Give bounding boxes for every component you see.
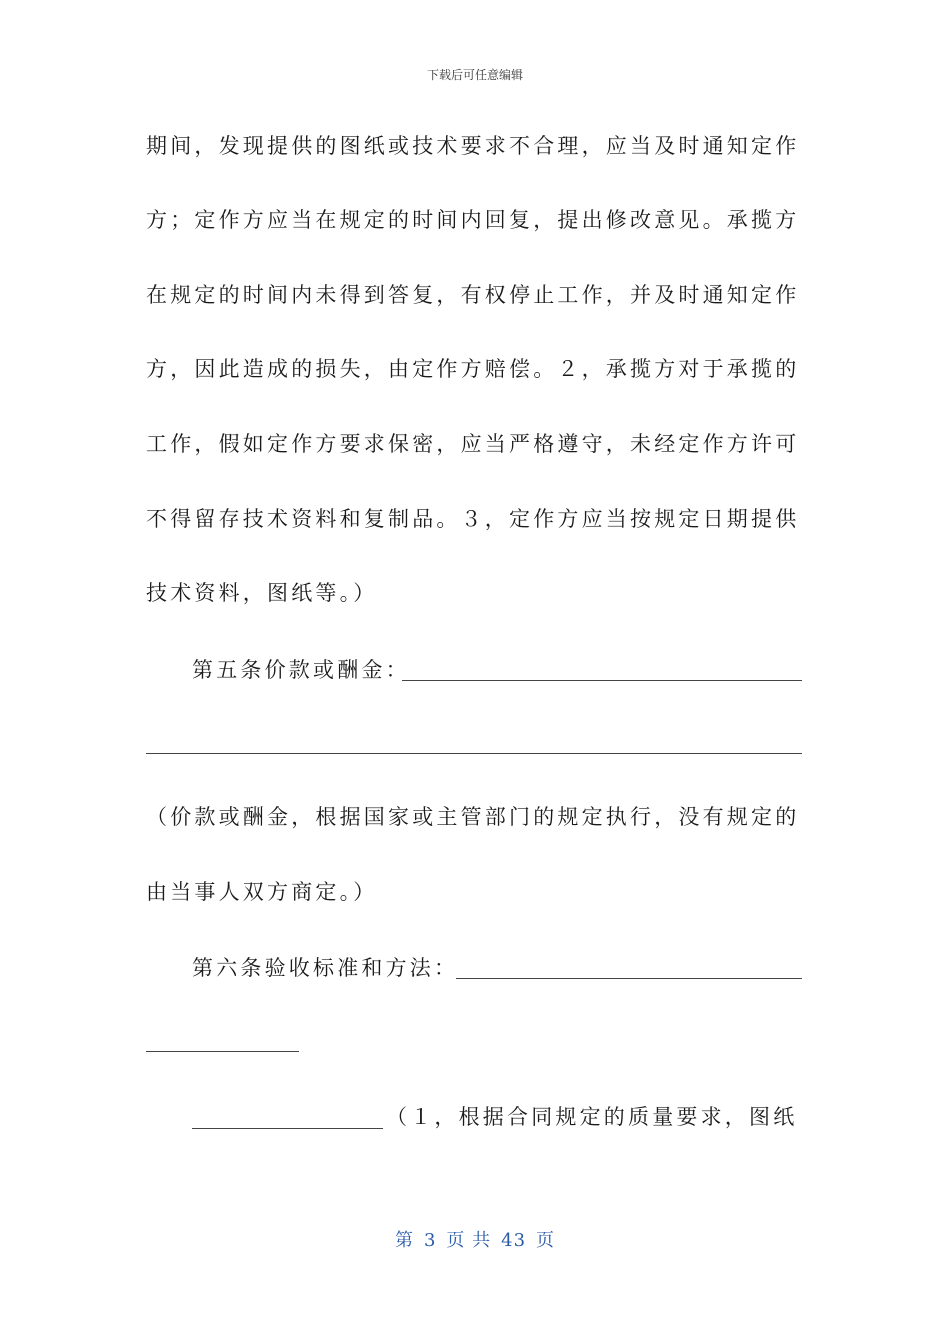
body-line-4: 方，因此造成的损失，由定作方赔偿。２，承揽方对于承揽的 [146, 357, 800, 381]
article-6-note-line-1: （１，根据合同规定的质量要求，图纸 [386, 1105, 798, 1129]
article-6-blank-1 [456, 978, 802, 979]
page-header: 下载后可任意编辑 [426, 68, 523, 82]
article-6-blank-2 [146, 1051, 299, 1052]
article-5-note-line-1: （价款或酬金，根据国家或主管部门的规定执行，没有规定的 [146, 805, 800, 829]
article-5-blank-1 [402, 680, 802, 681]
footer-prefix: 第 [394, 1230, 414, 1251]
article-6-heading: 第六条验收标准和方法： [192, 956, 459, 980]
article-6-blank-3 [192, 1128, 383, 1129]
footer-total-pages: 43 [501, 1230, 527, 1251]
body-line-2: 方；定作方应当在规定的时间内回复，提出修改意见。承揽方 [146, 208, 800, 232]
article-5-note-line-2: 由当事人双方商定。） [146, 880, 378, 904]
body-line-1: 期间，发现提供的图纸或技术要求不合理，应当及时通知定作 [146, 134, 800, 158]
body-line-5: 工作，假如定作方要求保密，应当严格遵守，未经定作方许可 [146, 432, 800, 456]
body-line-7: 技术资料，图纸等。） [146, 581, 378, 605]
article-5-blank-2 [146, 753, 802, 754]
article-5-heading: 第五条价款或酬金： [192, 658, 410, 682]
page-footer [0, 1226, 950, 1252]
footer-page-number: 3 [423, 1230, 437, 1251]
body-line-6: 不得留存技术资料和复制品。３，定作方应当按规定日期提供 [146, 507, 800, 531]
footer-suffix: 页 [536, 1230, 556, 1251]
footer-middle: 页 共 [446, 1230, 492, 1251]
body-line-3: 在规定的时间内未得到答复，有权停止工作，并及时通知定作 [146, 283, 800, 307]
